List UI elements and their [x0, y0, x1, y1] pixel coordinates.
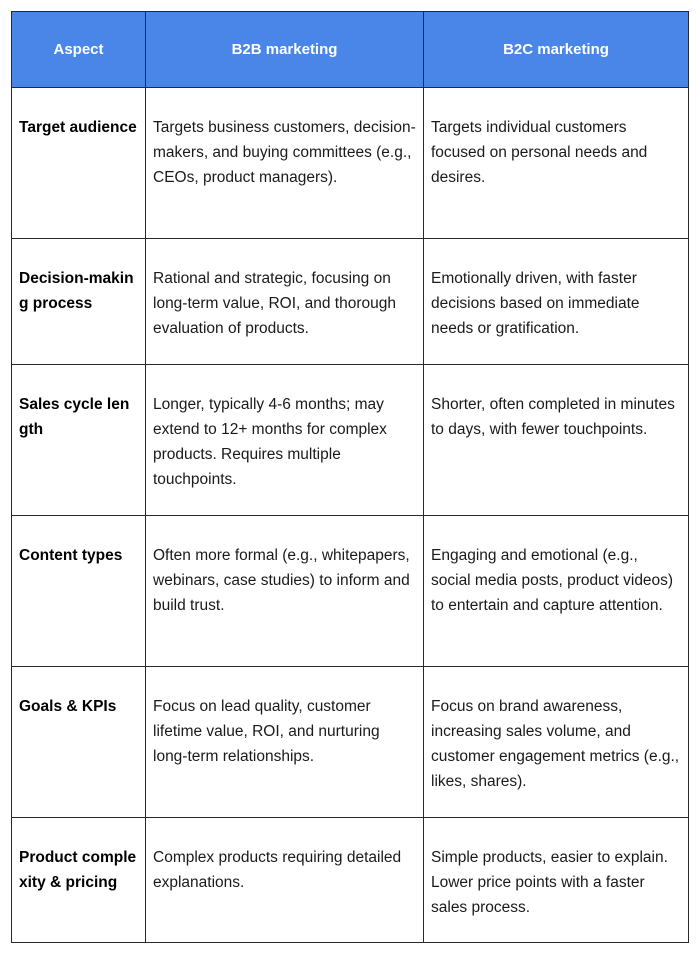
aspect-cell: Decision-making process [12, 239, 146, 365]
aspect-cell: Content types [12, 516, 146, 667]
b2c-cell: Focus on brand awareness, increasing sales volume, and customer engagement metrics (e.g., likes, shares). [424, 667, 689, 818]
header-aspect: Aspect [12, 12, 146, 88]
b2b-cell: Targets business customers, decision-makers, and buying committees (e.g., CEOs, product managers). [146, 88, 424, 239]
aspect-cell: Target audience [12, 88, 146, 239]
table-row [12, 239, 689, 365]
table-row [12, 516, 689, 667]
b2b-cell: Complex products requiring detailed explanations. [146, 818, 424, 943]
b2c-cell: Simple products, easier to explain. Lower price points with a faster sales process. [424, 818, 689, 943]
aspect-cell: Sales cycle length [12, 365, 146, 516]
table-row [12, 818, 689, 943]
table-header-row [12, 12, 689, 88]
b2b-cell: Rational and strategic, focusing on long-term value, ROI, and thorough evaluation of products. [146, 239, 424, 365]
aspect-cell: Goals & KPIs [12, 667, 146, 818]
header-b2b-marketing: B2B marketing [146, 12, 424, 88]
table-row [12, 667, 689, 818]
table-row [12, 365, 689, 516]
b2c-cell: Engaging and emotional (e.g., social media posts, product videos) to entertain and capture attention. [424, 516, 689, 667]
header-b2c-marketing: B2C marketing [424, 12, 689, 88]
aspect-cell: Product complexity & pricing [12, 818, 146, 943]
table-row [12, 88, 689, 239]
b2c-cell: Targets individual customers focused on personal needs and desires. [424, 88, 689, 239]
b2c-cell: Shorter, often completed in minutes to days, with fewer touchpoints. [424, 365, 689, 516]
b2c-cell: Emotionally driven, with faster decisions based on immediate needs or gratification. [424, 239, 689, 365]
b2b-cell: Often more formal (e.g., whitepapers, webinars, case studies) to inform and build trust. [146, 516, 424, 667]
b2b-cell: Focus on lead quality, customer lifetime value, ROI, and nurturing long-term relationships. [146, 667, 424, 818]
b2b-cell: Longer, typically 4-6 months; may extend to 12+ months for complex products. Requires multiple touchpoints. [146, 365, 424, 516]
comparison-table [11, 11, 689, 943]
